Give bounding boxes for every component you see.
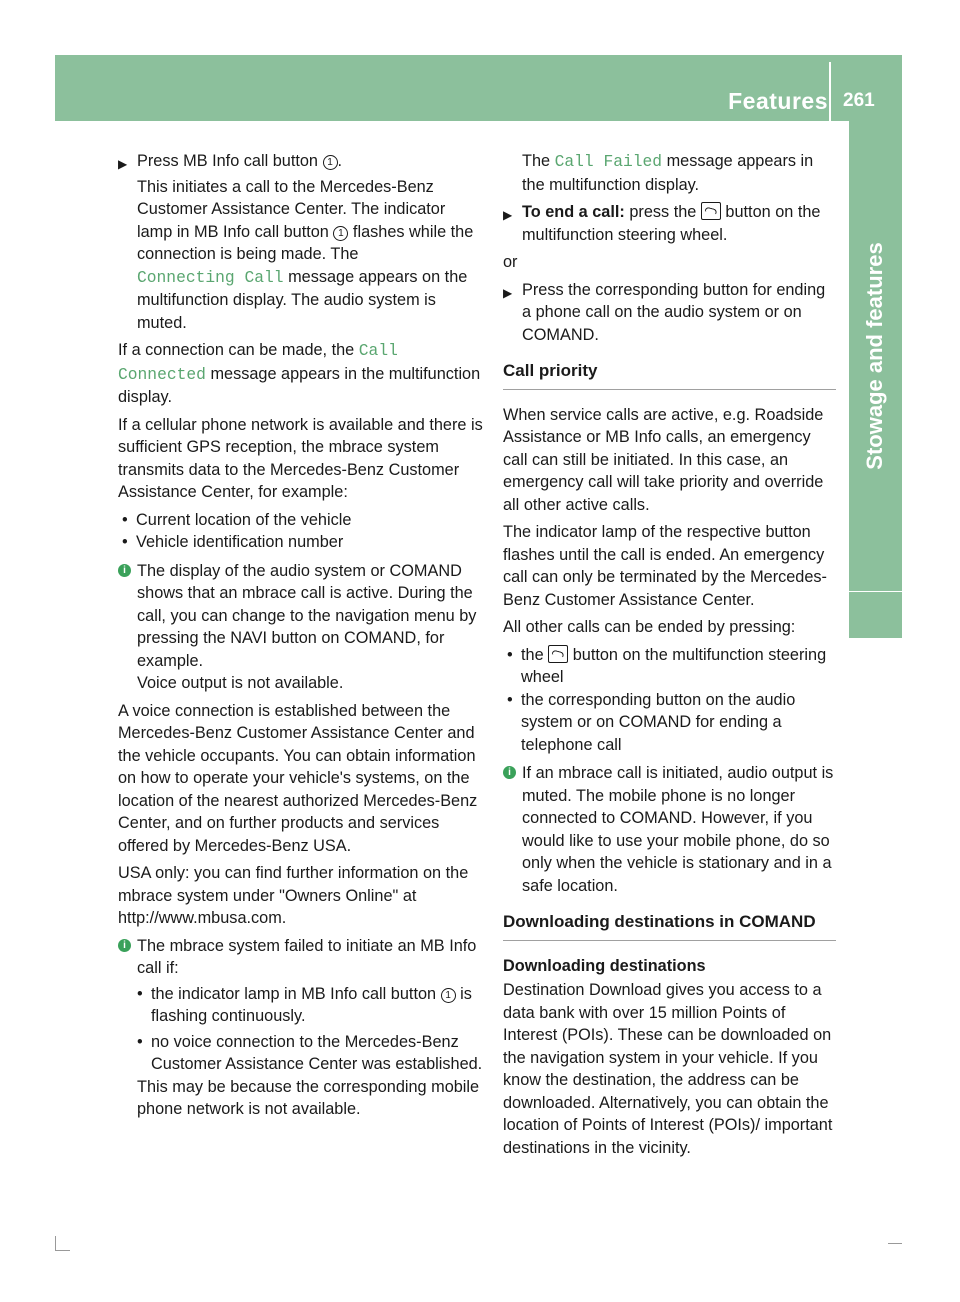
paragraph: Destination Download gives you access to a data bank with over 15 million Points of Interest (POIs). These can be downloaded on the navigation system in your vehicle. If you know the destination, the address can be downloaded. Alternatively, you can obtain the location of Points of Interest (POIs)/ important destinations in the vicinity. bbox=[503, 981, 833, 1157]
section-heading: Call priority bbox=[503, 360, 836, 390]
info-icon: i bbox=[118, 564, 131, 577]
crop-mark bbox=[888, 1243, 902, 1244]
crop-mark bbox=[55, 1250, 70, 1251]
section-heading: Downloading destinations in COMAND bbox=[503, 911, 836, 941]
paragraph: If a connection can be made, the Call Connected message appears in the multifunction display. bbox=[118, 341, 481, 406]
step-text-end: . bbox=[337, 152, 343, 170]
side-tab-block bbox=[849, 592, 902, 638]
paragraph: or bbox=[503, 253, 518, 271]
paragraph: This initiates a call to the Mercedes-Benz Customer Assistance Center. The indicator lamp in MB Info call button 1 flashes while the connection is being made. The Connecting Call message appears on the multifunction display. The audio system is muted. bbox=[137, 177, 474, 332]
list-item: • the corresponding button on the audio system or on COMAND for ending a telephone call bbox=[507, 690, 796, 754]
step-arrow-icon: ▶ bbox=[503, 285, 513, 300]
display-message: Call Connected bbox=[118, 341, 398, 384]
step-text: Press MB Info call button bbox=[137, 152, 318, 170]
side-tab-label: Stowage and features bbox=[862, 242, 887, 470]
paragraph: A voice connection is established between the Mercedes-Benz Customer Assistance Center and the vehicle occupants. You can obtain information on how to operate your vehicle's systems, on the location of the nearest authorized Mercedes-Benz Center, and on further products and services offered by Mercedes-Benz USA. bbox=[118, 701, 478, 855]
page-number: 261 bbox=[843, 90, 875, 111]
circled-number-1-icon: 1 bbox=[333, 226, 348, 241]
list-item: • Vehicle identification number bbox=[122, 533, 344, 551]
display-message: Connecting Call bbox=[137, 267, 284, 287]
instruction-step: ▶ To end a call: press the button on the multifunction steering wheel. bbox=[503, 203, 821, 244]
right-column bbox=[503, 150, 836, 1164]
step-arrow-icon: ▶ bbox=[503, 208, 513, 222]
list-item: • no voice connection to the Mercedes-Benz Customer Assistance Center was established. bbox=[137, 1032, 483, 1073]
list-item: • the indicator lamp in MB Info call button 1 is flashing continuously. bbox=[137, 984, 472, 1025]
list-item: • the button on the multifunction steering wheel bbox=[507, 645, 827, 686]
info-note: i The display of the audio system or COMAND shows that an mbrace call is active. During the call, you can change to the navigation menu by pressing the NAVI button on COMAND, for example. bbox=[118, 560, 484, 673]
info-note-text: Voice output is not available. bbox=[137, 674, 344, 692]
display-message: Call Failed bbox=[554, 152, 663, 171]
crop-mark bbox=[55, 1236, 56, 1251]
paragraph: All other calls can be ended by pressing: bbox=[503, 618, 796, 636]
left-column bbox=[118, 150, 484, 1126]
info-icon: i bbox=[503, 766, 516, 779]
subsection-heading: Downloading destinations bbox=[503, 956, 706, 975]
paragraph: USA only: you can find further information on the mbrace system under "Owners Online" at http://www.mbusa.com. bbox=[118, 864, 469, 927]
circled-number-1-icon: 1 bbox=[441, 988, 456, 1003]
section-title: Features bbox=[728, 88, 828, 114]
end-call-button-icon bbox=[701, 202, 721, 220]
circled-number-1-icon: 1 bbox=[323, 155, 338, 170]
paragraph: If a cellular phone network is available and there is sufficient GPS reception, the mbrace system transmits data to the Mercedes-Benz Customer Assistance Center, for example: bbox=[118, 415, 483, 501]
info-note-text: This may be because the corresponding mobile phone network is not available. bbox=[137, 1077, 480, 1118]
instruction-step: ▶ Press the corresponding button for ending a phone call on the audio system or on COMAND. bbox=[503, 280, 826, 344]
end-call-button-icon bbox=[548, 645, 568, 663]
info-note: i If an mbrace call is initiated, audio output is muted. The mobile phone is no longer connected to COMAND. However, if you would like to use your mobile phone, do so only when the vehicle is stationary and in a safe location. bbox=[503, 762, 836, 897]
info-note: i The mbrace system failed to initiate an MB Info call if: bbox=[118, 935, 484, 980]
paragraph: The indicator lamp of the respective button flashes until the call is ended. An emergency call can only be terminated by the Mercedes-Benz Customer Assistance Center. bbox=[503, 523, 827, 609]
instruction-step bbox=[118, 150, 484, 176]
step-arrow-icon: ▶ bbox=[118, 157, 128, 171]
paragraph: When service calls are active, e.g. Roadside Assistance or MB Info calls, an emergency call can still be initiated. In this case, an emergency call will take priority and override all other active calls. bbox=[503, 405, 824, 514]
paragraph: The Call Failed message appears in the multifunction display. bbox=[522, 152, 814, 194]
header-divider bbox=[829, 62, 831, 121]
info-icon: i bbox=[118, 939, 131, 952]
list-item: • Current location of the vehicle bbox=[122, 510, 352, 529]
